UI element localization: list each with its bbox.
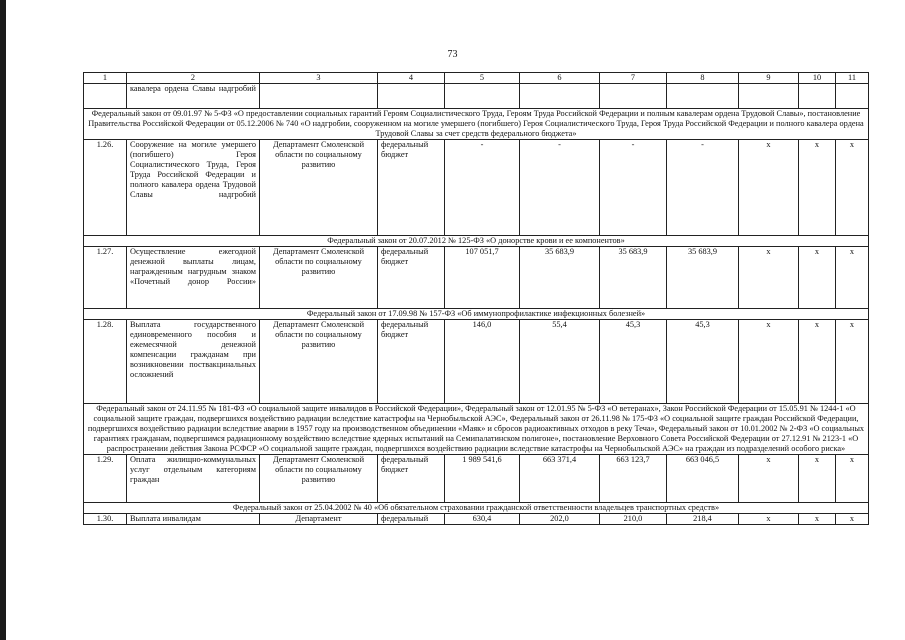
col-header: 5 xyxy=(445,73,520,84)
continued-row xyxy=(84,84,869,109)
funding-source: федеральный бюджет xyxy=(378,140,445,236)
col-header: 11 xyxy=(836,73,869,84)
law-heading-row xyxy=(84,503,869,514)
value-year-1: 663 371,4 xyxy=(520,455,600,503)
law-heading-row xyxy=(84,236,869,247)
value-year-3: - xyxy=(667,140,739,236)
funding-source: федеральный бюджет xyxy=(378,247,445,309)
table-row xyxy=(84,455,869,503)
table-row xyxy=(84,140,869,236)
item-description: Выплата государственного единовременного пособия и ежемесячной денежной компенсации гражданам при возникновении поствакцинальных осложнений xyxy=(127,320,260,404)
item-description: кавалера ордена Славы надгробий xyxy=(127,84,260,109)
value-year-1: 55,4 xyxy=(520,320,600,404)
value-total: 630,4 xyxy=(445,514,520,525)
col-header: 1 xyxy=(84,73,127,84)
value-year-1: 202,0 xyxy=(520,514,600,525)
law-heading-row xyxy=(84,109,869,140)
mark-col-11: х xyxy=(836,455,869,503)
mark-col-11: х xyxy=(836,140,869,236)
funding-source: федеральный xyxy=(378,514,445,525)
mark-col-11: х xyxy=(836,514,869,525)
law-reference: Федеральный закон от 25.04.2002 № 40 «Об обязательном страховании гражданской ответственности владельцев транспортных средств» xyxy=(84,503,869,514)
responsible-department: Департамент Смоленской области по социальному развитию xyxy=(260,140,378,236)
law-reference: Федеральный закон от 20.07.2012 № 125-ФЗ «О донорстве крови и ее компонентов» xyxy=(84,236,869,247)
value-year-2: 663 123,7 xyxy=(600,455,667,503)
value-year-2: - xyxy=(600,140,667,236)
mark-col-9: х xyxy=(739,455,799,503)
value-year-2: 210,0 xyxy=(600,514,667,525)
value-total: 107 051,7 xyxy=(445,247,520,309)
item-number: 1.26. xyxy=(84,140,127,236)
item-description: Сооружение на могиле умершего (погибшего) Героя Социалистического Труда, Героя Труда Российской Федерации и полного кавалера ордена Трудовой Славы надгробий xyxy=(127,140,260,236)
value-year-2: 35 683,9 xyxy=(600,247,667,309)
responsible-department: Департамент Смоленской области по социальному развитию xyxy=(260,455,378,503)
mark-col-9: х xyxy=(739,320,799,404)
value-year-2: 45,3 xyxy=(600,320,667,404)
funding-source: федеральный бюджет xyxy=(378,320,445,404)
responsible-department: Департамент Смоленской области по социальному развитию xyxy=(260,320,378,404)
table-row xyxy=(84,247,869,309)
mark-col-10: х xyxy=(799,140,836,236)
responsible-department: Департамент Смоленской области по социальному развитию xyxy=(260,247,378,309)
law-heading-row xyxy=(84,309,869,320)
col-header: 2 xyxy=(127,73,260,84)
responsible-department: Департамент xyxy=(260,514,378,525)
item-description: Выплата инвалидам xyxy=(127,514,260,525)
law-reference: Федеральный закон от 17.09.98 № 157-ФЗ «Об иммунопрофилактике инфекционных болезней» xyxy=(84,309,869,320)
value-total: 1 989 541,6 xyxy=(445,455,520,503)
mark-col-9: х xyxy=(739,140,799,236)
budget-table xyxy=(83,72,869,525)
mark-col-10: х xyxy=(799,320,836,404)
col-header: 8 xyxy=(667,73,739,84)
mark-col-9: х xyxy=(739,514,799,525)
value-total: - xyxy=(445,140,520,236)
col-header: 9 xyxy=(739,73,799,84)
value-year-3: 45,3 xyxy=(667,320,739,404)
mark-col-10: х xyxy=(799,514,836,525)
item-number: 1.27. xyxy=(84,247,127,309)
column-number-row xyxy=(84,73,869,84)
value-total: 146,0 xyxy=(445,320,520,404)
value-year-3: 663 046,5 xyxy=(667,455,739,503)
item-number: 1.30. xyxy=(84,514,127,525)
mark-col-11: х xyxy=(836,247,869,309)
value-year-1: - xyxy=(520,140,600,236)
col-header: 6 xyxy=(520,73,600,84)
mark-col-10: х xyxy=(799,455,836,503)
col-header: 7 xyxy=(600,73,667,84)
scan-edge xyxy=(0,0,6,640)
item-number: 1.29. xyxy=(84,455,127,503)
item-description: Осуществление ежегодной денежной выплаты лицам, награжденным нагрудным знаком «Почетный донор России» xyxy=(127,247,260,309)
col-header: 4 xyxy=(378,73,445,84)
page-number: 73 xyxy=(447,49,458,60)
funding-source: федеральный бюджет xyxy=(378,455,445,503)
mark-col-9: х xyxy=(739,247,799,309)
law-reference: Федеральный закон от 24.11.95 № 181-ФЗ «О социальной защите инвалидов в Российской Федерации», Федеральный закон от 12.01.95 № 5-ФЗ «О ветеранах», Закон Российской Федерации от 15.05.91 № 1244-1 «О социальной защите граждан, подвергшихся воздействию радиации вследствие катастрофы на Чернобыльской АЭС», Федеральный закон от 26.11.98 № 175-ФЗ «О социальной защите граждан Российской Федерации, подвергшихся воздействию радиации вследствие аварии в 1957 году на производственном объединении «Маяк» и сбросов радиоактивных отходов в реку Теча», Федеральный закон от 10.01.2002 № 2-ФЗ «О социальных гарантиях гражданам, подвергшимся радиационному воздействию вследствие ядерных испытаний на Семипалатинском полигоне», постановление Верховного Совета Российской Федерации от 27.12.91 № 2123-1 «О распространении действия Закона РСФСР «О социальной защите граждан, подвергшихся воздействию радиации вследствие катастрофы на Чернобыльской АЭС» на граждан из подразделений особого риска» xyxy=(84,404,869,455)
col-header: 3 xyxy=(260,73,378,84)
value-year-1: 35 683,9 xyxy=(520,247,600,309)
mark-col-11: х xyxy=(836,320,869,404)
law-heading-row xyxy=(84,404,869,455)
value-year-3: 35 683,9 xyxy=(667,247,739,309)
item-number: 1.28. xyxy=(84,320,127,404)
table-row xyxy=(84,320,869,404)
mark-col-10: х xyxy=(799,247,836,309)
table-row xyxy=(84,514,869,525)
law-reference: Федеральный закон от 09.01.97 № 5-ФЗ «О предоставлении социальных гарантий Героям Социалистического Труда, Героям Труда Российской Федерации и полным кавалерам ордена Трудовой Славы», постановление Правительства Российской Федерации от 05.12.2006 № 740 «О надгробии, сооруженном на могиле умершего (погибшего) Героя Социалистического Труда, Героя Труда Российской Федерации и полного кавалера ордена Трудовой Славы за счет средств федерального бюджета» xyxy=(84,109,869,140)
col-header: 10 xyxy=(799,73,836,84)
item-description: Оплата жилищно-коммунальных услуг отдельным категориям граждан xyxy=(127,455,260,503)
value-year-3: 218,4 xyxy=(667,514,739,525)
